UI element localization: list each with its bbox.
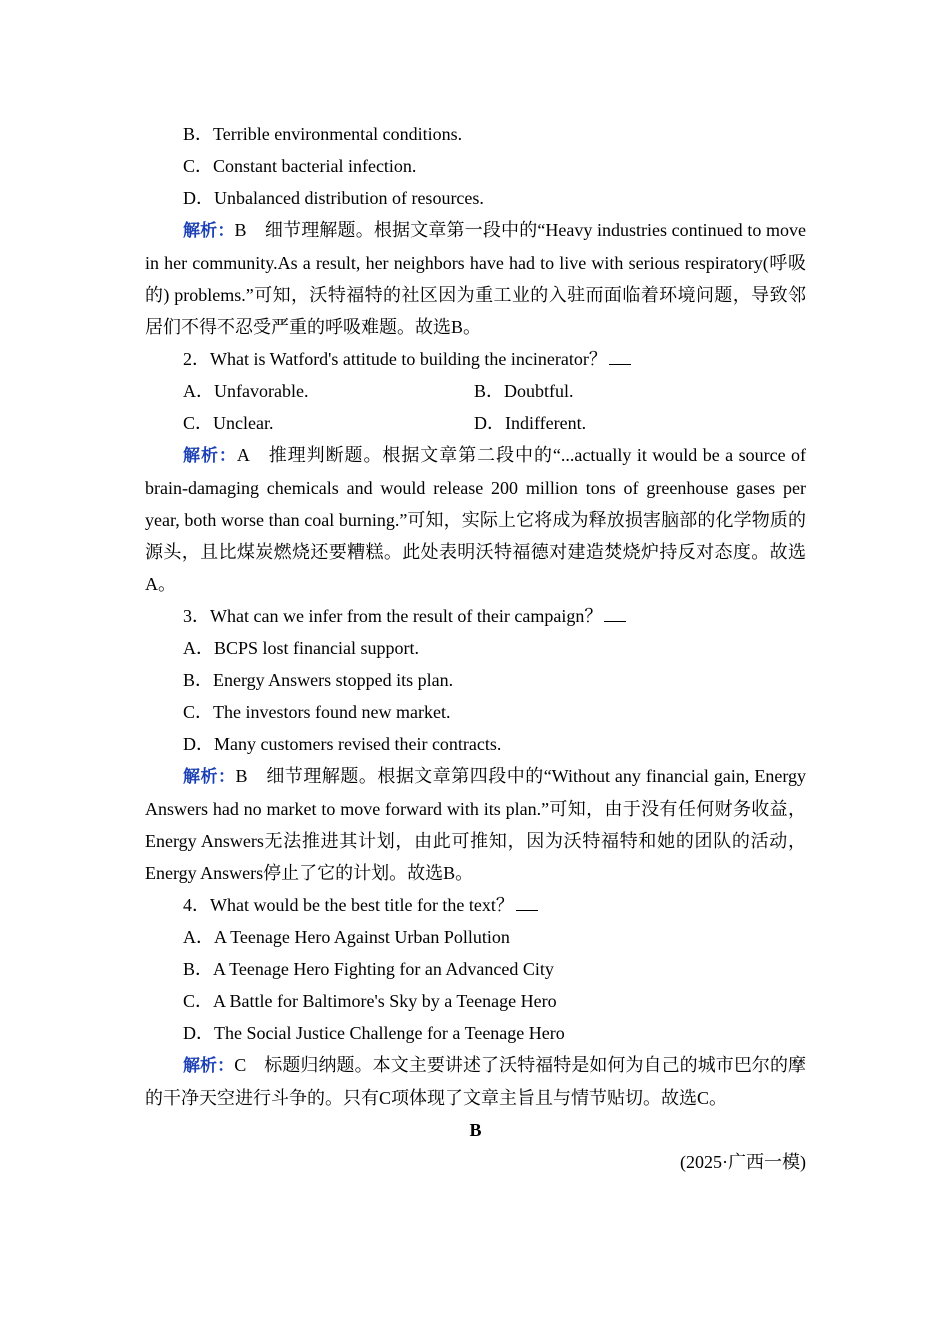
analysis-2 <box>145 439 806 600</box>
answer-blank[interactable] <box>609 346 631 365</box>
q2-option-b: B．Doubtful. <box>474 381 574 401</box>
analysis-3 <box>145 760 806 889</box>
document-page <box>145 118 806 1178</box>
analysis-4-text: C 标题归纳题。本文主要讲述了沃特福特是如何为自己的城市巴尔的摩的干净天空进行斗争的。只有C项体现了文章主旨且与情节贴切。故选C。 <box>145 1055 806 1108</box>
analysis-label: 解析： <box>183 767 236 787</box>
analysis-label: 解析： <box>183 221 235 241</box>
q1-option-d: D．Unbalanced distribution of resources. <box>183 188 484 208</box>
analysis-label: 解析： <box>183 446 237 466</box>
q2-options-row-1 <box>145 375 806 407</box>
q4-option-c: C．A Battle for Baltimore's Sky by a Teenage Hero <box>183 991 557 1011</box>
q3-option-b: B．Energy Answers stopped its plan. <box>183 670 454 690</box>
answer-blank[interactable] <box>516 892 538 911</box>
analysis-1 <box>145 214 806 343</box>
q1-option-c: C．Constant bacterial infection. <box>183 156 417 176</box>
answer-blank[interactable] <box>604 603 626 622</box>
q3-option-c: C．The investors found new market. <box>183 702 451 722</box>
q3-option-a: A．BCPS lost financial support. <box>183 638 420 658</box>
section-heading: B <box>469 1120 482 1140</box>
q3-option-d: D．Many customers revised their contracts. <box>183 734 502 754</box>
q4-option-d: D．The Social Justice Challenge for a Teenage Hero <box>183 1023 565 1043</box>
q2-stem: 2．What is Watford's attitude to building the incinerator？ <box>145 343 806 375</box>
q4-option-b: B．A Teenage Hero Fighting for an Advanced City <box>183 959 554 979</box>
q2-options-row-2 <box>145 407 806 439</box>
source-note: (2025·广西一模) <box>680 1152 806 1172</box>
q4-stem: 4．What would be the best title for the text？ <box>145 889 806 921</box>
q2-option-d: D．Indifferent. <box>474 413 587 433</box>
analysis-label: 解析： <box>183 1056 235 1076</box>
q1-option-b: B．Terrible environmental conditions. <box>183 124 463 144</box>
q2-option-a: A．Unfavorable. <box>183 381 309 401</box>
q4-option-a: A．A Teenage Hero Against Urban Pollution <box>183 927 510 947</box>
analysis-3-text: B 细节理解题。根据文章第四段中的“Without any financial gain, Energy Answers had no market to move forward with its plan.”可知，由于没有任何财务收益，Energy Answers无法推进其计划，由此可推知，因为沃特福特和她的团队的活动，Energy Answers停止了它的计划。故选B。 <box>145 766 806 883</box>
q3-stem: 3．What can we infer from the result of their campaign？ <box>145 600 806 632</box>
q2-option-c: C．Unclear. <box>183 413 274 433</box>
analysis-1-text: B 细节理解题。根据文章第一段中的“Heavy industries continued to move in her community.As a result, her neighbors have had to live with serious respiratory(呼吸的) problems.”可知，沃特福特的社区因为重工业的入驻而面临着环境问题，导致邻居们不得不忍受严重的呼吸难题。故选B。 <box>145 220 806 337</box>
analysis-4 <box>145 1049 806 1114</box>
analysis-2-text: A 推理判断题。根据文章第二段中的“...actually it would be a source of brain-damaging chemicals and would release 200 million tons of greenhouse gases per year, both worse than coal burning.”可知，实际上它将成为释放损害脑部的化学物质的源头，且比煤炭燃烧还要糟糕。此处表明沃特福德对建造焚烧炉持反对态度。故选A。 <box>145 445 807 594</box>
